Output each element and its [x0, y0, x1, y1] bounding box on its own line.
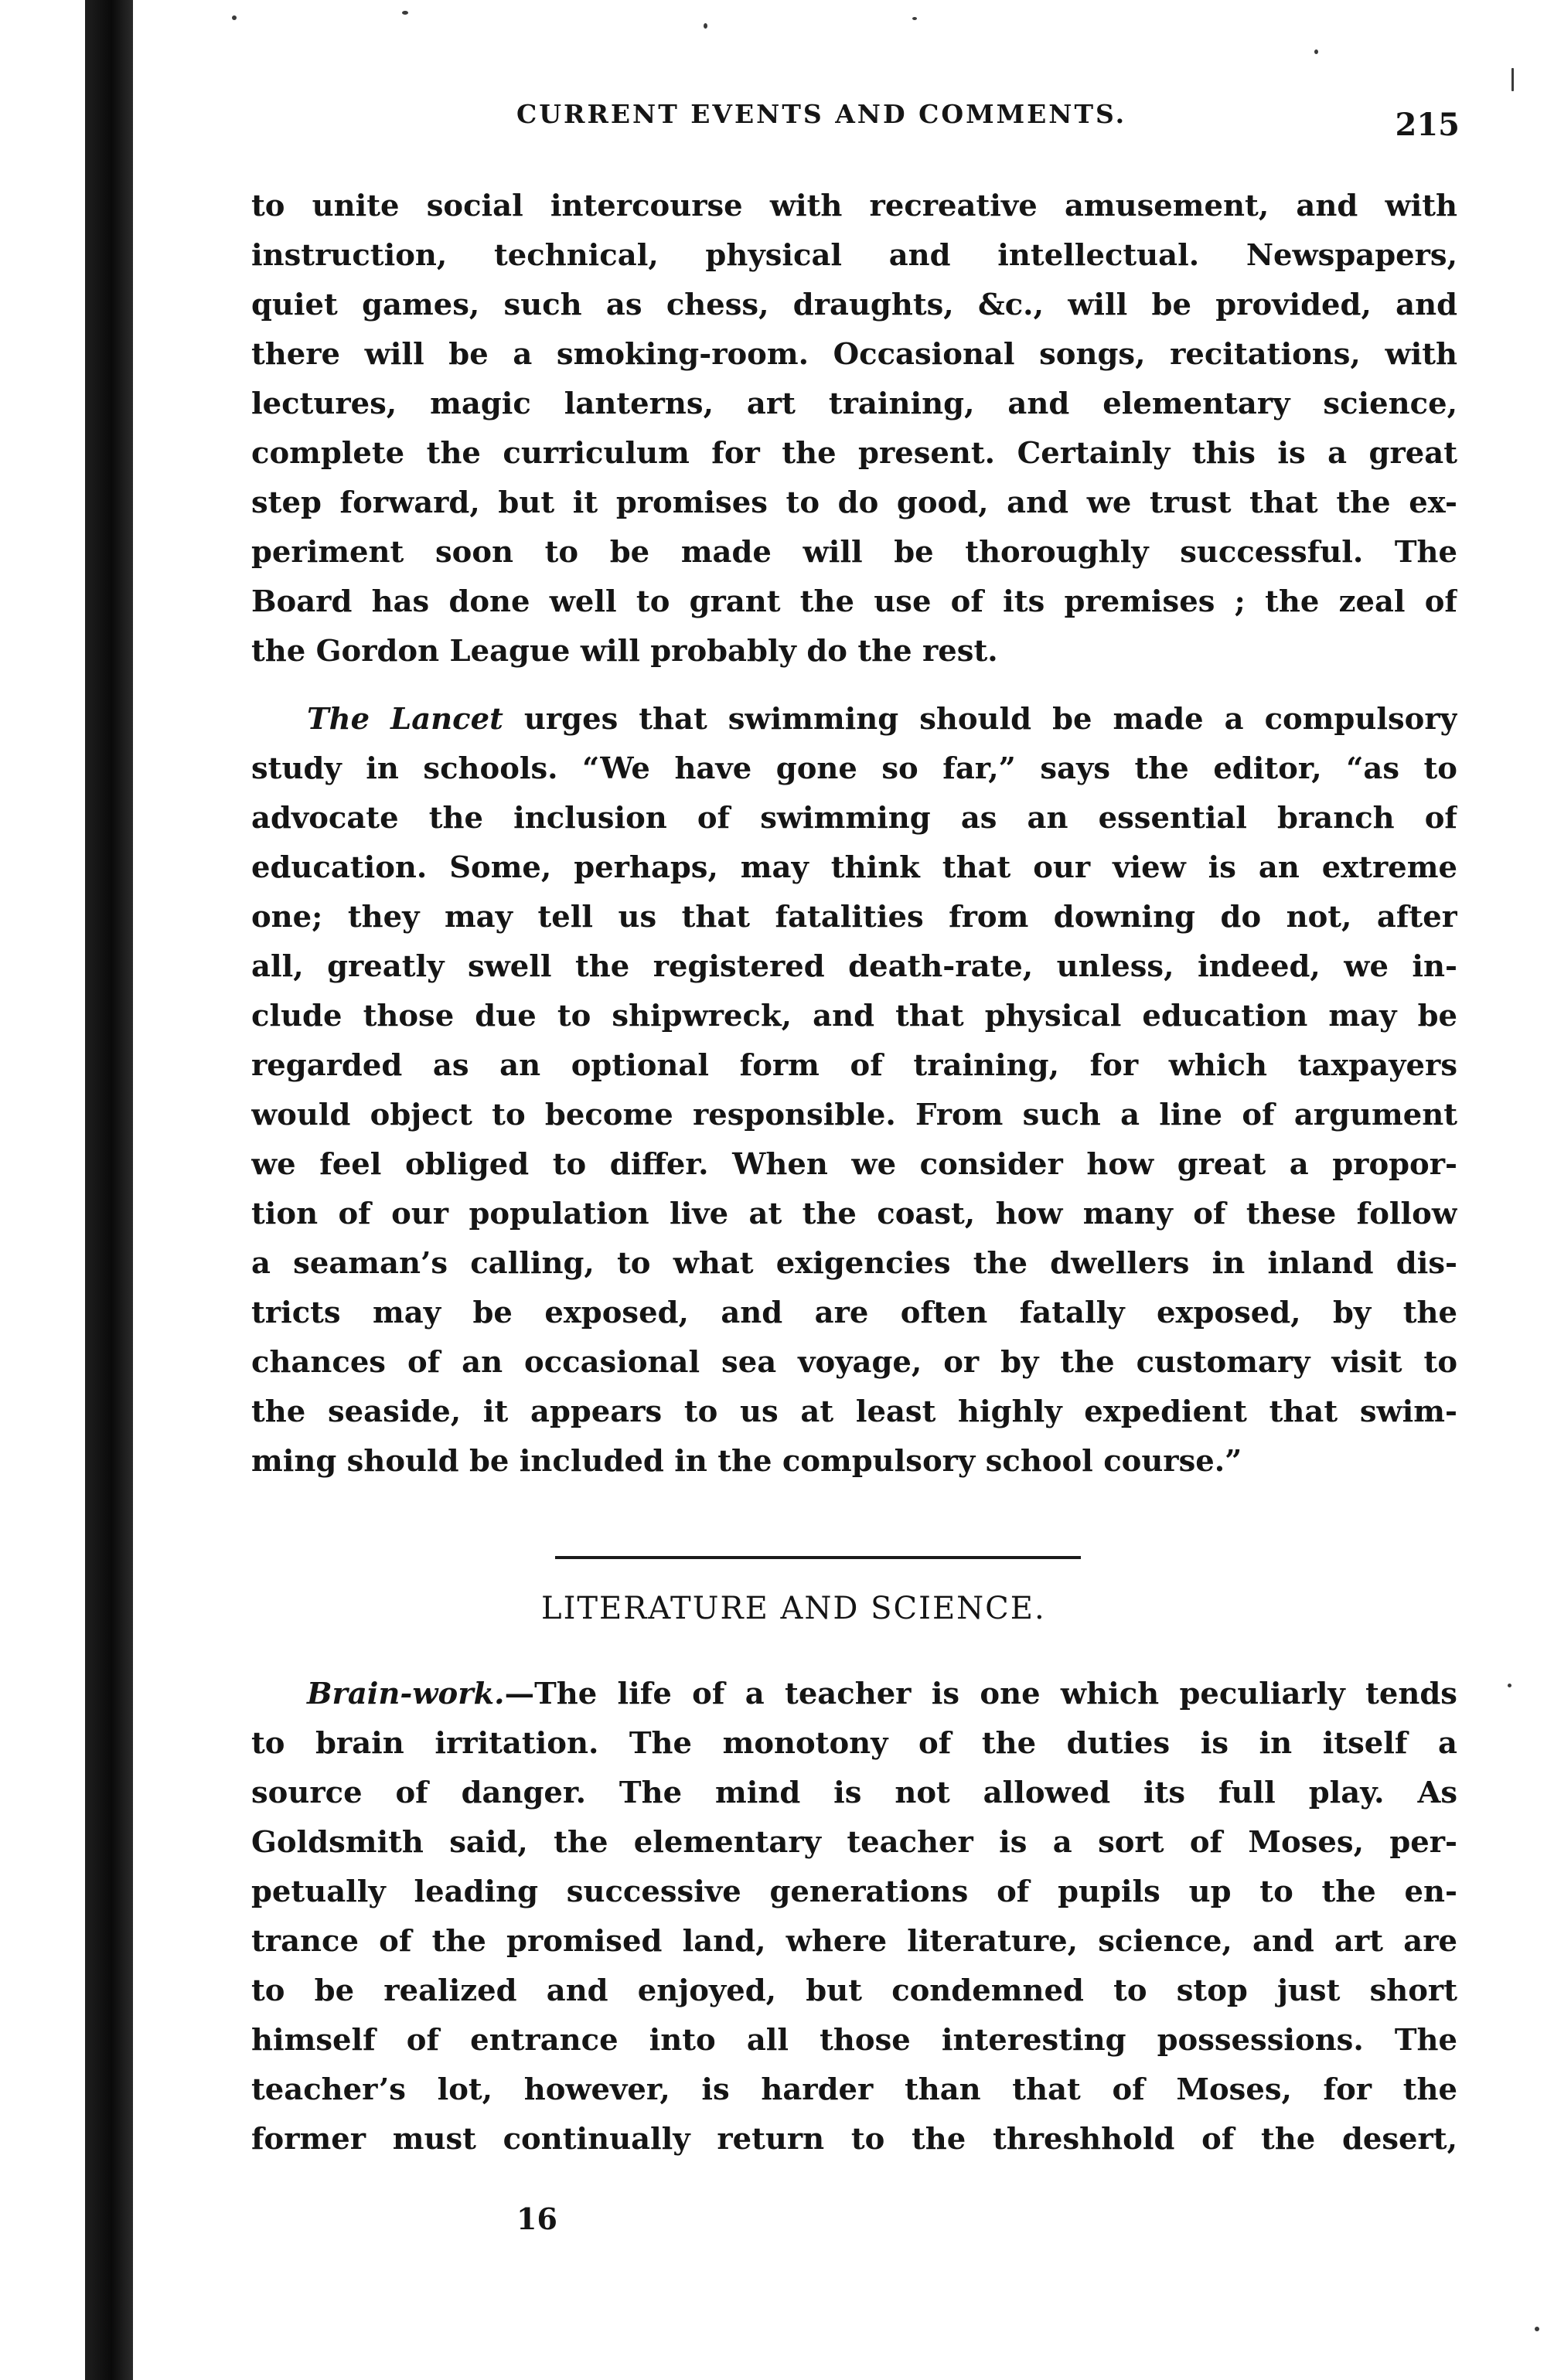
- paragraph-2: [251, 695, 1457, 1486]
- text-line: source of danger. The mind is not allowed its full play. As: [251, 1776, 1457, 1810]
- text-line: trance of the promised land, where literature, science, and art are: [251, 1924, 1457, 1959]
- text-line: step forward, but it promises to do good, and we trust that the ex-: [251, 485, 1457, 520]
- text-line: to brain irritation. The monotony of the duties is in itself a: [251, 1726, 1457, 1761]
- text-line: a seaman’s calling, to what exigencies the dwellers in inland dis-: [251, 1246, 1457, 1281]
- text-line: tricts may be exposed, and are often fatally exposed, by the: [251, 1296, 1457, 1330]
- text-line: to unite social intercourse with recreative amusement, and with: [251, 189, 1457, 223]
- text-line: teacher’s lot, however, is harder than that of Moses, for the: [251, 2072, 1457, 2107]
- text-line: all, greatly swell the registered death-rate, unless, indeed, we in-: [251, 949, 1457, 984]
- running-header: CURRENT EVENTS AND COMMENTS.: [516, 99, 1127, 129]
- text-line: study in schools. “We have gone so far,” says the editor, “as to: [251, 751, 1457, 786]
- print-speck: [1511, 68, 1514, 91]
- text-line: former must continually return to the threshhold of the desert,: [251, 2122, 1457, 2157]
- text-span: —The life of a teacher is one which peculiarly tends: [504, 1677, 1457, 1711]
- text-line: one; they may tell us that fatalities from downing do not, after: [251, 900, 1457, 935]
- text-line: tion of our population live at the coast, how many of these follow: [251, 1197, 1457, 1231]
- text-line: lectures, magic lanterns, art training, and elementary science,: [251, 386, 1457, 421]
- print-speck: [1535, 2327, 1539, 2331]
- text-span: urges that swimming should be made a compulsory: [503, 702, 1457, 737]
- text-line: Board has done well to grant the use of its premises ; the zeal of: [251, 584, 1457, 619]
- text-line: quiet games, such as chess, draughts, &c., will be provided, and: [251, 288, 1457, 322]
- text-line: the seaside, it appears to us at least highly expedient that swim-: [251, 1394, 1457, 1429]
- print-speck: [1508, 1684, 1511, 1687]
- text-line: regarded as an optional form of training, for which taxpayers: [251, 1048, 1457, 1083]
- print-speck: [402, 11, 408, 15]
- page-number: 215: [1395, 107, 1460, 143]
- print-speck: [704, 23, 707, 29]
- journal-title: The Lancet: [307, 702, 503, 737]
- text-line: to be realized and enjoyed, but condemned to stop just short: [251, 1973, 1457, 2008]
- text-line: there will be a smoking-room. Occasional songs, recitations, with: [251, 337, 1457, 372]
- text-line: petually leading successive generations of pupils up to the en-: [251, 1874, 1457, 1909]
- text-line: advocate the inclusion of swimming as an essential branch of: [251, 801, 1457, 836]
- text-line: periment soon to be made will be thoroughly successful. The: [251, 535, 1457, 570]
- text-line: himself of entrance into all those interesting possessions. The: [251, 2023, 1457, 2058]
- text-line: Goldsmith said, the elementary teacher is a sort of Moses, per-: [251, 1825, 1457, 1860]
- section-divider: [555, 1556, 1081, 1559]
- text-line: [251, 695, 1457, 744]
- signature-mark: 16: [516, 2201, 557, 2236]
- print-speck: [912, 17, 917, 20]
- paragraph-lead: Brain-work.: [307, 1677, 505, 1711]
- text-line: chances of an occasional sea voyage, or by the customary visit to: [251, 1345, 1457, 1380]
- text-line: complete the curriculum for the present. Certainly this is a great: [251, 436, 1457, 471]
- paragraph-3: [251, 1670, 1457, 2164]
- text-line: instruction, technical, physical and intellectual. Newspapers,: [251, 238, 1457, 273]
- text-line: we feel obliged to differ. When we consider how great a propor-: [251, 1147, 1457, 1182]
- section-heading: LITERATURE AND SCIENCE.: [541, 1591, 1046, 1626]
- text-line: would object to become responsible. From such a line of argument: [251, 1098, 1457, 1132]
- print-speck: [1314, 49, 1318, 54]
- print-speck: [232, 15, 237, 20]
- book-binding-edge: [85, 0, 133, 2380]
- paragraph-1: [251, 182, 1457, 676]
- text-line: clude those due to shipwreck, and that physical education may be: [251, 999, 1457, 1033]
- text-line: education. Some, perhaps, may think that our view is an extreme: [251, 850, 1457, 885]
- text-line: the Gordon League will probably do the rest.: [251, 634, 998, 669]
- text-line: [251, 1670, 1457, 1719]
- text-line: ming should be included in the compulsory school course.”: [251, 1444, 1242, 1479]
